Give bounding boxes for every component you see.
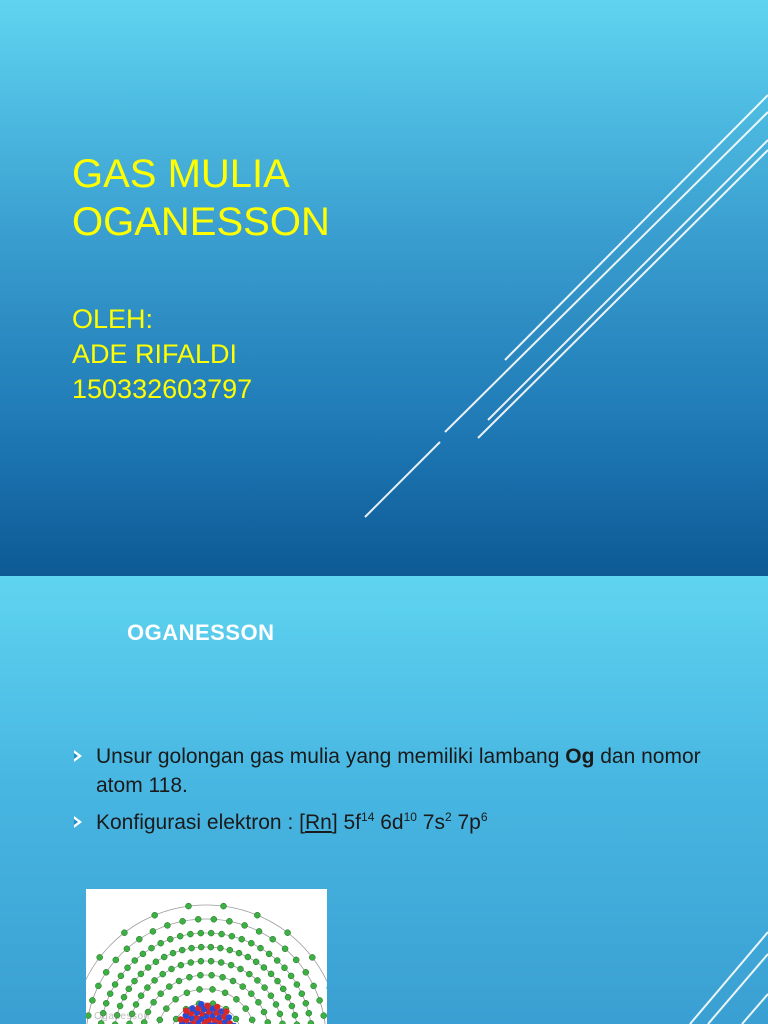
student-id: 150332603797: [72, 374, 253, 404]
electron: [144, 985, 150, 991]
bullet-item-2: [74, 808, 714, 837]
electron: [321, 1013, 327, 1019]
electron: [227, 947, 233, 953]
orbital-6d-count: 10: [403, 810, 417, 824]
electron: [288, 973, 294, 979]
electron: [255, 999, 261, 1005]
electron: [261, 965, 267, 971]
electron: [275, 978, 281, 984]
electron: [103, 1000, 109, 1006]
electron: [95, 983, 101, 989]
electron: [230, 978, 236, 984]
electron: [173, 996, 179, 1002]
electron: [308, 1020, 314, 1024]
electron: [164, 922, 170, 928]
electron: [112, 982, 118, 988]
electron: [261, 1009, 267, 1015]
electron: [262, 985, 268, 991]
electron: [243, 1006, 249, 1012]
proton: [178, 1016, 184, 1022]
atom-shells-illustration: [86, 889, 327, 1024]
electron: [299, 991, 305, 997]
electron: [117, 1003, 123, 1009]
orbital-5f-count: 14: [361, 810, 375, 824]
electron: [158, 991, 164, 997]
electron: [195, 916, 201, 922]
electron: [97, 954, 103, 960]
arrow-bullet-icon: [74, 816, 82, 828]
electron: [178, 962, 184, 968]
electron: [306, 1010, 312, 1016]
electron: [240, 984, 246, 990]
electron: [226, 918, 232, 924]
electron: [229, 933, 235, 939]
orbital-7s: 7s: [416, 811, 445, 834]
author-block: [72, 302, 252, 407]
bracket-close: ]: [331, 811, 338, 834]
electron: [285, 994, 291, 1000]
electron: [220, 974, 226, 980]
image-watermark: Oganesson: [94, 1011, 150, 1022]
bullet-list: [74, 742, 714, 845]
electron: [151, 999, 157, 1005]
electron: [282, 965, 288, 971]
electron: [170, 950, 176, 956]
electron: [239, 936, 245, 942]
electron: [317, 997, 323, 1003]
electron: [266, 951, 272, 957]
electron: [309, 954, 315, 960]
electron: [160, 971, 166, 977]
orbital-7s-count: 2: [444, 810, 452, 824]
orbital-5f: 5f: [337, 811, 362, 834]
electron: [253, 959, 259, 965]
title-line-2: OGANESSON: [72, 200, 330, 244]
bullet1-text-b: dan nomor atom 118.: [96, 745, 701, 797]
electron: [157, 1017, 163, 1023]
proton: [183, 1008, 189, 1014]
noble-gas-core-link[interactable]: Rn: [304, 811, 332, 834]
electron: [176, 978, 182, 984]
proton: [223, 1008, 229, 1014]
electron: [167, 936, 173, 942]
electron: [248, 991, 254, 997]
electron: [277, 1011, 283, 1017]
electron: [294, 982, 300, 988]
electron: [285, 930, 291, 936]
by-label: OLEH:: [72, 304, 154, 334]
electron: [289, 1003, 295, 1009]
electron: [177, 933, 183, 939]
bullet1-text-a: Unsur golongan gas mulia yang memiliki lambang: [96, 745, 560, 768]
electron: [153, 959, 159, 965]
proton: [204, 1003, 210, 1009]
electron: [186, 974, 192, 980]
author-name: ADE RIFALDI: [72, 339, 238, 369]
electron: [184, 990, 190, 996]
electron: [126, 986, 132, 992]
electron: [198, 958, 204, 964]
electron: [268, 993, 274, 999]
electron: [208, 944, 214, 950]
electron: [254, 977, 260, 983]
electron: [138, 993, 144, 999]
atom-diagram-image: [86, 889, 327, 1024]
orbital-7p: 7p: [451, 811, 481, 834]
electron: [293, 957, 299, 963]
bracket-open: [: [299, 811, 305, 834]
electron: [152, 912, 158, 918]
electron: [236, 950, 242, 956]
electron: [197, 986, 203, 992]
electron: [138, 971, 144, 977]
electron: [273, 1002, 279, 1008]
electron: [186, 903, 192, 909]
electron: [280, 986, 286, 992]
electron: [132, 958, 138, 964]
electron: [211, 916, 217, 922]
electron: [233, 996, 239, 1002]
electron: [258, 945, 264, 951]
electron: [248, 940, 254, 946]
electron: [132, 978, 138, 984]
arrow-bullet-icon: [74, 750, 82, 762]
electron: [208, 958, 214, 964]
electron: [274, 958, 280, 964]
electron: [198, 944, 204, 950]
electron: [124, 946, 130, 952]
electron: [189, 945, 195, 951]
orbital-6d: 6d: [374, 811, 404, 834]
electron: [166, 984, 172, 990]
electron: [217, 945, 223, 951]
electron: [198, 930, 204, 936]
electron: [161, 954, 167, 960]
electron: [221, 903, 227, 909]
electron: [188, 960, 194, 966]
config-label: Konfigurasi elektron :: [96, 811, 300, 834]
electron: [89, 997, 95, 1003]
electron: [125, 965, 131, 971]
electron: [187, 931, 193, 937]
electron: [145, 965, 151, 971]
electron: [303, 1000, 309, 1006]
electron: [179, 947, 185, 953]
bullet-item-1: [74, 742, 714, 800]
electron: [118, 973, 124, 979]
electron: [86, 1013, 91, 1019]
electron: [219, 931, 225, 937]
element-symbol: Og: [565, 745, 595, 768]
title-line-1: GAS MULIA: [72, 152, 290, 196]
electron: [149, 945, 155, 951]
neutron: [198, 1001, 204, 1007]
electron: [292, 1012, 298, 1018]
electron: [245, 954, 251, 960]
electron: [113, 957, 119, 963]
electron: [121, 930, 127, 936]
electron: [282, 946, 288, 952]
electron: [197, 972, 203, 978]
electron: [152, 977, 158, 983]
electron: [210, 986, 216, 992]
electron: [311, 983, 317, 989]
electron: [242, 922, 248, 928]
electron: [209, 972, 215, 978]
content-heading: OGANESSON: [127, 620, 275, 645]
electron: [136, 936, 142, 942]
electron: [238, 966, 244, 972]
orbital-7p-count: 6: [480, 810, 488, 824]
electron: [158, 940, 164, 946]
electron: [180, 918, 186, 924]
electron: [303, 969, 309, 975]
electron: [268, 971, 274, 977]
electron: [107, 991, 113, 997]
neutron: [189, 1005, 195, 1011]
electron: [246, 971, 252, 977]
electron: [103, 969, 109, 975]
electron: [150, 928, 156, 934]
electron: [254, 912, 260, 918]
electron: [140, 951, 146, 957]
electron: [169, 966, 175, 972]
electron: [208, 930, 214, 936]
electron: [256, 928, 262, 934]
electron: [133, 1002, 139, 1008]
electron: [228, 962, 234, 968]
neutron: [226, 1014, 232, 1020]
electron: [218, 960, 224, 966]
electron: [249, 1017, 255, 1023]
electron: [270, 936, 276, 942]
slide-title: [72, 150, 330, 246]
electron: [265, 1019, 271, 1024]
electron: [163, 1006, 169, 1012]
electron: [121, 994, 127, 1000]
electron: [233, 1016, 239, 1022]
proton: [214, 1004, 220, 1010]
electron: [222, 990, 228, 996]
